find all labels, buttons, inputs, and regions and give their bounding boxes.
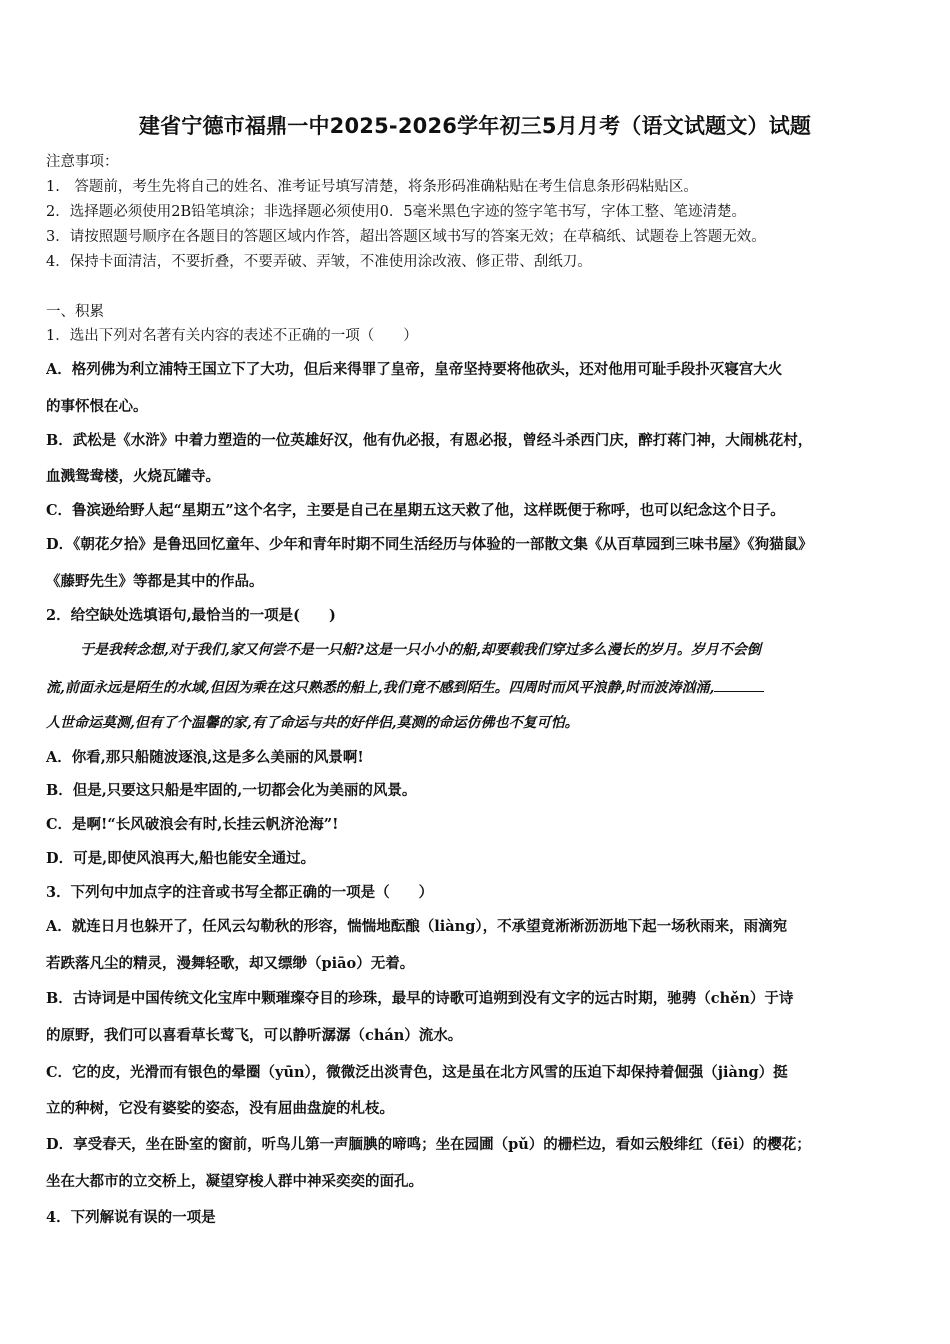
question-2-option-a: A．你看,那只船随波逐浪,这是多么美丽的风景啊! <box>46 749 364 766</box>
question-1-option-d: D．《朝花夕拾》是鲁迅回忆童年、少年和青年时期不同生活经历与体验的一部散文集《从百草园到三味书屋》《狗猫鼠》 <box>46 536 813 553</box>
question-1-option-d-cont: 《藤野先生》等都是其中的作品。 <box>46 573 264 590</box>
question-3-option-d-cont: 坐在大都市的立交桥上，凝望穿梭人群中神采奕奕的面孔。 <box>46 1173 423 1190</box>
question-3-option-d: D．享受春天，坐在卧室的窗前，听鸟儿第一声腼腆的啼鸣；坐在园圃（pǔ）的栅栏边，看如云般绯红（fēi）的樱花； <box>46 1136 811 1153</box>
notice-item: 3．请按照题号顺序在各题目的答题区域内作答，超出答题区域书写的答案无效；在草稿纸、试题卷上答题无效。 <box>46 229 766 245</box>
fill-blank <box>714 677 764 692</box>
question-2-option-d: D．可是,即使风浪再大,船也能安全通过。 <box>46 850 316 867</box>
question-1-option-a: A．格列佛为利立浦特王国立下了大功，但后来得罪了皇帝，皇帝坚持要将他砍头，还对他用可耻手段扑灭寝宫大火 <box>46 361 783 378</box>
question-3-option-b-cont: 的原野，我们可以喜看草长莺飞，可以静听潺潺（chán）流水。 <box>46 1027 463 1044</box>
notice-heading: 注意事项： <box>46 154 119 170</box>
question-2-passage: 于是我转念想,对于我们,家又何尝不是一只船?这是一只小小的船,却要载我们穿过多么漫长的岁月。岁月不会倒 <box>80 642 761 658</box>
question-1-stem: 1．选出下列对名著有关内容的表述不正确的一项（ ） <box>46 328 418 344</box>
question-3-option-a-cont: 若跌落凡尘的精灵，漫舞轻歌，却又缥缈（piāo）无着。 <box>46 955 415 972</box>
question-2-passage <box>46 677 764 698</box>
question-2-option-b: B．但是,只要这只船是牢固的,一切都会化为美丽的风景。 <box>46 782 417 799</box>
notice-item: 1. 答题前，考生先将自己的姓名、准考证号填写清楚，将条形码准确粘贴在考生信息条形码粘贴区。 <box>46 179 698 195</box>
question-4-stem: 4．下列解说有误的一项是 <box>46 1209 216 1226</box>
page-title: 建省宁德市福鼎一中2025-2026学年初三5月月考（语文试题文）试题 <box>138 114 812 138</box>
question-3-stem: 3．下列句中加点字的注音或书写全都正确的一项是（ ） <box>46 884 434 901</box>
question-2-passage-text: 流,前面永远是陌生的水域,但因为乘在这只熟悉的船上,我们竟不感到陌生。四周时而风平浪静,时而波涛汹涌, <box>46 680 715 696</box>
question-3-option-a: A．就连日月也躲开了，任风云勾勒秋的形容，惴惴地酝酿（liàng），不承望竟淅淅沥沥地下起一场秋雨来，雨滴宛 <box>46 918 788 935</box>
question-1-option-c: C．鲁滨逊给野人起“星期五”这个名字，主要是自己在星期五这天救了他，这样既便于称呼，也可以纪念这个日子。 <box>46 502 785 519</box>
notice-item: 2．选择题必须使用2B铅笔填涂；非选择题必须使用0．5毫米黑色字迹的签字笔书写，字体工整、笔迹清楚。 <box>46 204 747 220</box>
question-2-option-c: C．是啊!“长风破浪会有时,长挂云帆济沧海”! <box>46 816 339 833</box>
question-1-option-a-cont: 的事怀恨在心。 <box>46 398 148 415</box>
question-3-option-b: B．古诗词是中国传统文化宝库中颗璀璨夺目的珍珠，最早的诗歌可追朔到没有文字的远古时期，驰骋（chěn）于诗 <box>46 990 794 1007</box>
question-1-option-b: B．武松是《水浒》中着力塑造的一位英雄好汉，他有仇必报，有恩必报，曾经斗杀西门庆，醉打蒋门神，大闹桃花村， <box>46 432 813 449</box>
question-3-option-c: C．它的皮，光滑而有银色的晕圈（yūn），微微泛出淡青色，这是虽在北方风雪的压迫下却保持着倔强（jiàng）挺 <box>46 1064 788 1081</box>
section-heading: 一、积累 <box>46 304 104 320</box>
question-2-passage: 人世命运莫测,但有了个温馨的家,有了命运与共的好伴侣,莫测的命运仿佛也不复可怕。 <box>46 715 579 731</box>
question-1-option-b-cont: 血溅鸳鸯楼，火烧瓦罐寺。 <box>46 468 220 485</box>
question-3-option-c-cont: 立的种树，它没有婆娑的姿态，没有屈曲盘旋的札枝。 <box>46 1100 394 1117</box>
notice-item: 4．保持卡面清洁，不要折叠，不要弄破、弄皱，不准使用涂改液、修正带、刮纸刀。 <box>46 254 592 270</box>
question-2-stem: 2．给空缺处选填语句,最恰当的一项是( ) <box>46 607 336 624</box>
